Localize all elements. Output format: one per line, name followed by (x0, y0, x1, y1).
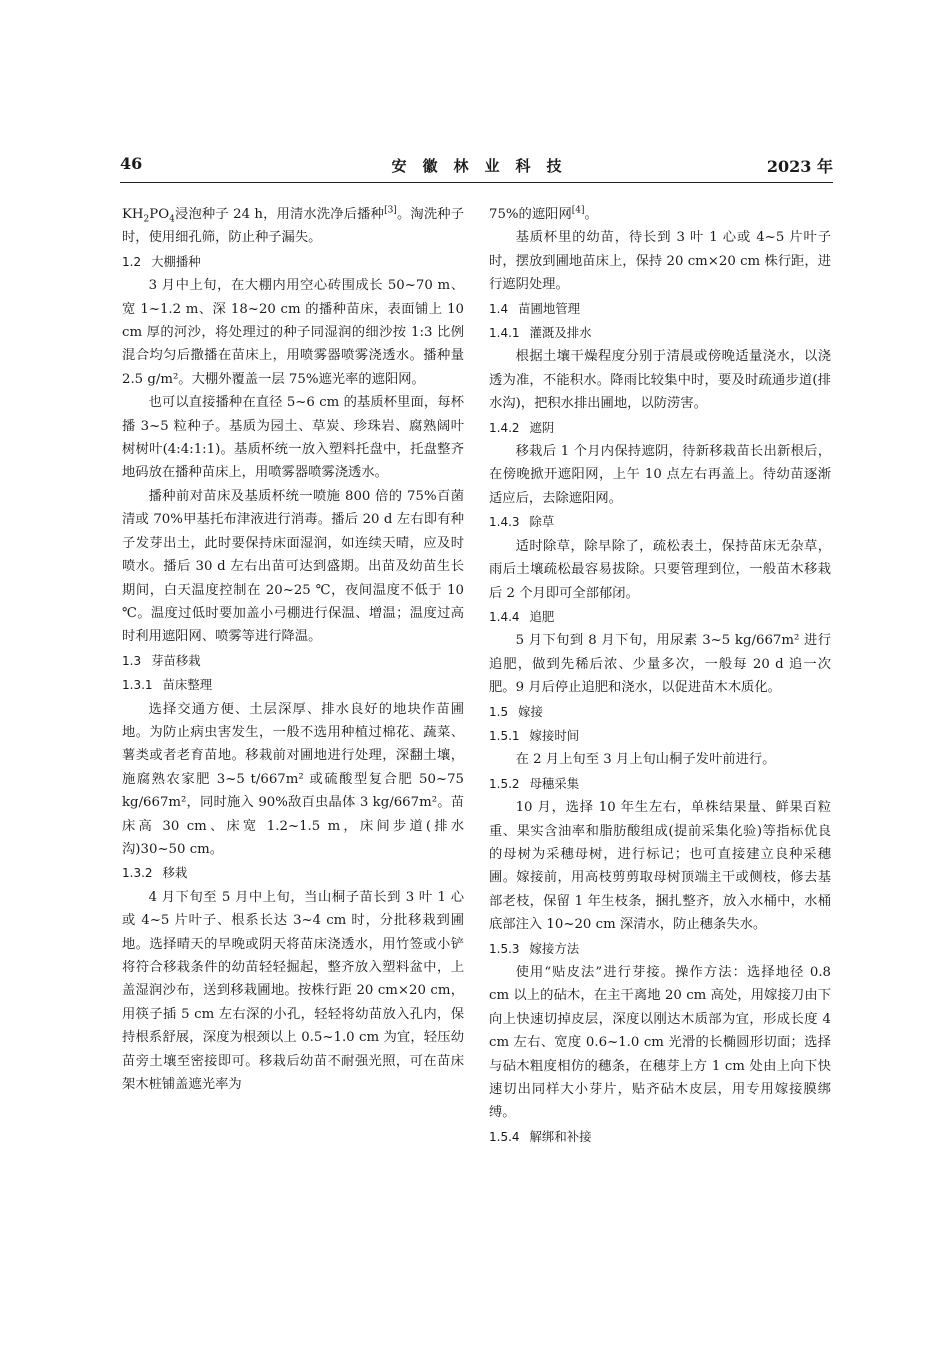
paragraph: 基质杯里的幼苗，待长到 3 叶 1 心或 4~5 片叶子时，摆放到圃地苗床上，保持 20 cm×20 cm 株行距，进行遮阴处理。 (489, 230, 831, 293)
subsection-heading: 1.4.3 除草 (489, 514, 555, 530)
paragraph: 4 月下旬至 5 月中上旬，当山桐子苗长到 3 叶 1 心或 4~5 片叶子、根系长达 3~4 cm 时，分批移栽到圃地。选择晴天的早晚或阴天将苗床浇透水，用竹签或小铲将符合移栽条件的幼苗轻轻掘起，整齐放入塑料盆中，上盖湿润沙布，送到移栽圃地。按株行距 20 cm×20 cm，用筷子插 5 cm 左右深的小孔，轻轻将幼苗放入孔内，保持根系舒展，深度为根颈以上 0.5~1.0 cm 为宜，轻压幼苗旁土壤至密接即可。移栽后幼苗不耐强光照，可在苗床架木桩铺盖遮光率为 (122, 889, 464, 1093)
publication-year: 2023 年 (766, 157, 833, 176)
paragraph: 选择交通方便、土层深厚、排水良好的地块作苗圃地。为防止病虫害发生，一般不选用种植过棉花、蔬菜、薯类或者老育苗地。移栽前对圃地进行处理，深翻土壤，施腐熟农家肥 3~5 t/667m² 或硫酸型复合肥 50~75 kg/667m²，同时施入 90%敌百虫晶体 3 kg/667m²。苗床高 30 cm、床宽 1.2~1.5 m，床间步道(排水沟)30~50 cm。 (122, 701, 464, 857)
journal-title: 安徽林业科技 (391, 157, 578, 175)
paragraph: 使用“贴皮法”进行芽接。操作方法：选择地径 0.8 cm 以上的砧木，在主干离地 20 cm 高处，用嫁接刀由下向上快速切掉皮层，深度以刚达木质部为宜，形成长度 4 cm 左右、宽度 0.6~1.0 cm 光滑的长椭圆形切面；选择与砧木粗度相仿的穗条，在穗芽上方 1 cm 处由上向下快速切出同样大小芽片，贴齐砧木皮层，用专用嫁接膜绑缚。 (489, 965, 831, 1121)
paragraph: 75%的遮阳网[4]。 (489, 205, 598, 222)
paragraph: 移栽后 1 个月内保持遮阴，待新移栽苗长出新根后，在傍晚掀开遮阳网，上午 10 点左右再盖上。待幼苗逐渐适应后，去除遮阳网。 (489, 444, 831, 506)
subsection-heading: 1.5.3 嫁接方法 (489, 940, 580, 956)
page-header (120, 150, 833, 183)
paragraph: 根据土壤干燥程度分别于清晨或傍晚适量浇水，以浇透为准，不能积水。降雨比较集中时，要及时疏通步道(排水沟)，把积水排出圃地，以防涝害。 (489, 349, 831, 412)
paragraph: 3 月中上旬，在大棚内用空心砖围成长 50~70 m、宽 1~1.2 m、深 18~20 cm 的播种苗床，表面铺上 10 cm 厚的河沙，将处理过的种子同湿润的细沙按 1:3 比例混合均匀后撒播在苗床上，用喷雾器喷雾浇透水。播种量 2.5 g/m²。大棚外覆盖一层 75%遮光率的遮阳网。 (122, 278, 464, 387)
subsection-heading: 1.5.4 解绑和补接 (489, 1128, 592, 1144)
subsection-heading: 1.4.1 灌溉及排水 (489, 325, 592, 341)
subsection-heading: 1.5.2 母穗采集 (489, 775, 580, 791)
paragraph: 在 2 月上旬至 3 月上旬山桐子发叶前进行。 (515, 752, 776, 768)
subsection-heading: 1.4.4 追肥 (489, 608, 555, 624)
left-column (122, 203, 464, 1096)
right-column (489, 203, 831, 1149)
citation: [3] (384, 205, 397, 216)
subsection-heading: 1.5.1 嫁接时间 (489, 727, 580, 743)
paragraph: 也可以直接播种在直径 5~6 cm 的基质杯里面，每杯播 3~5 粒种子。基质为园土、草炭、珍珠岩、腐熟阔叶树树叶(4:4:1:1)。基质杯统一放入塑料托盘中，托盘整齐地码放在播种苗床上，用喷雾器喷雾浇透水。 (122, 395, 464, 481)
section-heading: 1.3 芽苗移栽 (122, 652, 201, 668)
paragraph: 5 月下旬到 8 月下旬，用尿素 3~5 kg/667m² 进行追肥，做到先稀后浓、少量多次，一般每 20 d 追一次肥。9 月后停止追肥和浇水，以促进苗木木质化。 (489, 633, 831, 696)
section-heading: 1.4 苗圃地管理 (489, 300, 581, 316)
paragraph: 10 月，选择 10 年生左右，单株结果量、鲜果百粒重、果实含油率和脂肪酸组成(提前采集化验)等指标优良的母树为采穗母树，进行标记；也可直接建立良种采穗圃。嫁接前，用高枝剪剪取母树顶端主干或侧枝，修去基部老枝，保留 1 年生枝条，捆扎整齐，放入水桶中，水桶底部注入 10~20 cm 深清水，防止穗条失水。 (489, 800, 831, 933)
citation: [4] (571, 205, 585, 216)
chemical-formula: $KH_2PO_4$ (122, 207, 175, 225)
paragraph: 播种前对苗床及基质杯统一喷施 800 倍的 75%百菌清或 70%甲基托布津液进行消毒。播后 20 d 左右即有种子发芽出土，此时要保持床面湿润，如连续天晴，应及时喷水。播后 30 d 左右出苗可达到盛期。出苗及幼苗生长期间，白天温度控制在 20~25 ℃，夜间温度不低于 10 ℃。温度过低时要加盖小弓棚进行保温、增温；温度过高时利用遮阳网、喷雾等进行降温。 (122, 488, 464, 645)
subsection-heading: 1.4.2 遮阴 (489, 419, 555, 435)
section-heading: 1.2 大棚播种 (122, 253, 201, 269)
subsection-heading: 1.3.2 移栽 (122, 865, 188, 881)
subsection-heading: 1.3.1 苗床整理 (122, 677, 213, 693)
section-heading: 1.5 嫁接 (489, 703, 543, 719)
paragraph: 适时除草，除早除了，疏松表土，保持苗床无杂草，雨后土壤疏松最容易拔除。只要管理到位，一般苗木移栽后 2 个月即可全部郁闭。 (489, 538, 831, 601)
paragraph: $KH_2PO_4$浸泡种子 24 h，用清水洗净后播种[3]。淘洗种子时，使用细孔筛，防止种子漏失。 (122, 205, 465, 246)
page-number: 46 (120, 154, 143, 173)
